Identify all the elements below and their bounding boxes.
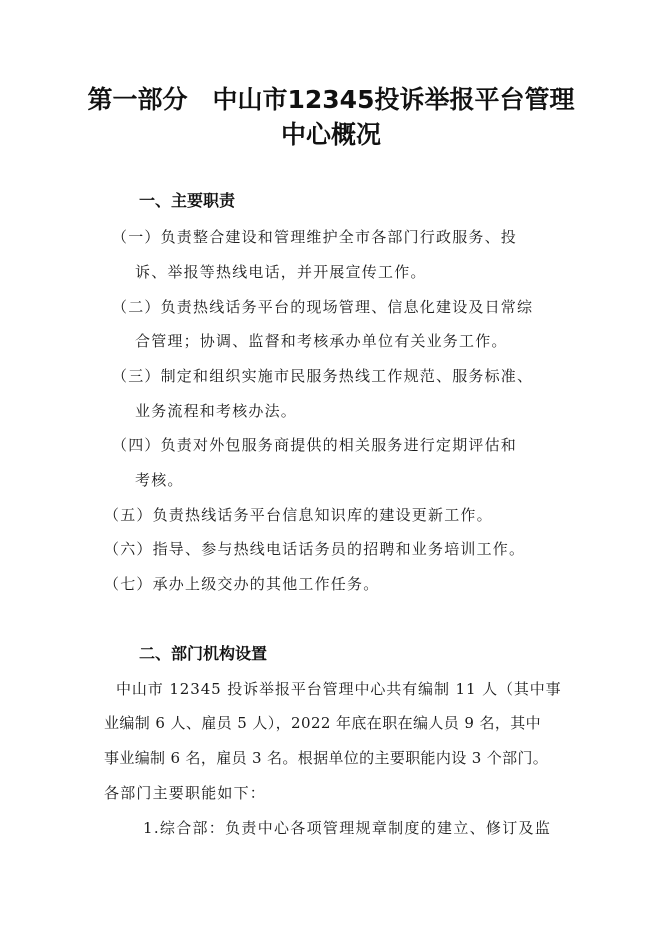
duty-item-5: （五）负责热线话务平台信息知识库的建设更新工作。 xyxy=(104,506,493,524)
duty-item-1-line-2: 诉、举报等热线电话，并开展宣传工作。 xyxy=(135,263,427,281)
duty-item-4-line-2: 考核。 xyxy=(135,471,184,489)
page-title-line-1: 第一部分 中山市12345投诉举报平台管理 xyxy=(87,85,575,114)
duty-item-7: （七）承办上级交办的其他工作任务。 xyxy=(104,575,380,593)
duty-item-2-line-2: 合管理；协调、监督和考核承办单位有关业务工作。 xyxy=(135,332,508,350)
duty-item-2-line-1: （二）负责热线话务平台的现场管理、信息化建设及日常综 xyxy=(112,298,534,316)
section-heading-responsibilities: 一、主要职责 xyxy=(139,191,236,210)
duty-item-3-line-1: （三）制定和组织实施市民服务热线工作规范、服务标准、 xyxy=(112,367,534,385)
duty-item-3-line-2: 业务流程和考核办法。 xyxy=(135,402,298,420)
staffing-paragraph-line-2: 业编制 6 人、雇员 5 人），2022 年底在职在编人员 9 名，其中 xyxy=(104,714,542,732)
duty-item-4-line-1: （四）负责对外包服务商提供的相关服务进行定期评估和 xyxy=(112,436,518,454)
duty-item-1-line-1: （一）负责整合建设和管理维护全市各部门行政服务、投 xyxy=(112,228,518,246)
staffing-paragraph-line-4: 各部门主要职能如下： xyxy=(104,784,267,802)
duty-item-6: （六）指导、参与热线电话话务员的招聘和业务培训工作。 xyxy=(104,540,526,558)
staffing-paragraph-line-1: 中山市 12345 投诉举报平台管理中心共有编制 11 人（其中事 xyxy=(116,680,562,698)
page-title-line-2: 中心概况 xyxy=(280,120,381,149)
section-heading-departments: 二、部门机构设置 xyxy=(139,644,268,663)
staffing-paragraph-line-3: 事业编制 6 名，雇员 3 名。根据单位的主要职能内设 3 个部门。 xyxy=(104,749,549,767)
department-item-1-line-1: 1.综合部：负责中心各项管理规章制度的建立、修订及监 xyxy=(143,819,552,837)
